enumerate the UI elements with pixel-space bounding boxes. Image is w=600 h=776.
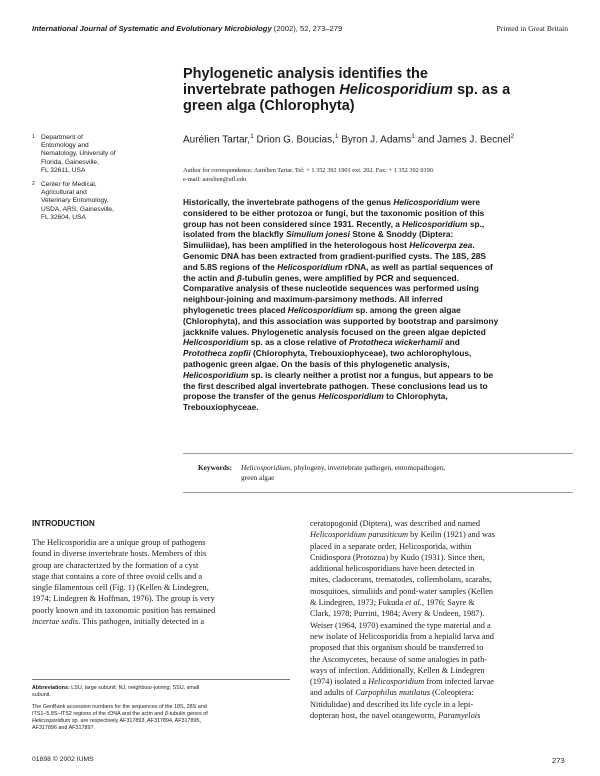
copyright-line: 01898 © 2002 IUMS xyxy=(32,756,94,763)
affiliation-1: 1 Department of Entomology and Nematology, University of Florida, Gainesville, FL 32611, USA xyxy=(32,134,116,174)
footnotes: Abbreviations: LSU, large subunit; NJ, neighbour-joining; SSU, small subunit. The GenBank accession numbers for the sequences of the 18S, 28S and ITS1–5.8S–ITS2 regions of the rDNA and the actin and β-tubulin genes of Helicosporidium sp. are respectively AF317893, AF317894, AF317895, AF317896 and AF317897. xyxy=(32,685,208,732)
journal-name: International Journal of Systematic and Evolutionary Microbiology (2002), 52, 273–279 xyxy=(32,24,343,33)
correspondence-email[interactable]: e-mail: aurelien@ufl.edu xyxy=(183,176,247,183)
body-column-right: ceratopogonid (Diptera), was described and named Helicosporidium parasiticum by Keilin (1921) and was placed in a separate order, Helicosporida, within Cnidiospora (Protozoa) by Kudo (1931). Since then, additional helicosporidians have been detected in mites, cladocerans, trematodes, collembolans, scarabs, mosquitoes, simuliids and pond-water samples (Kellen & Lindegren, 1973; Fukuda et al., 1976; Sayre & Clark, 1978; Purrini, 1984; Avery & Undeen, 1987). Weiser (1964, 1970) examined the type material and a new isolate of Helicosporidia from a hepialid larva and proposed that this organism should be transferred to the Ascomycetes, because of some analogies in path- ways of infection. Additionally, Kellen & Lindegren (1974) isolated a Helicosporidium from infected larvae and adults of Carpophilus mutilatus (Coleoptera: Nitidulidae) and described its life cycle in a lepi- dopteran host, the navel orangeworm, Paramyelois xyxy=(310,519,495,721)
running-header xyxy=(32,24,568,36)
keywords-list: Helicosporidium, phylogeny, invertebrate pathogen, entomopathogen, green algae xyxy=(241,463,446,482)
journal-volume: (2002), 52, 273–279 xyxy=(273,24,343,33)
title-line: green alga (Chlorophyta) xyxy=(183,98,355,114)
title-line: invertebrate pathogen Helicosporidium sp. as a xyxy=(183,82,511,98)
correspondence xyxy=(183,166,573,184)
keywords-label: Keywords: xyxy=(198,463,233,472)
footnote-divider xyxy=(32,679,290,680)
printed-note: Printed in Great Britain xyxy=(496,24,568,33)
affiliation-2: 2 Center for Medical, Agricultural and Veterinary Entomology, USDA, ARS, Gainesville, FL 32604, USA xyxy=(32,181,114,221)
section-heading: INTRODUCTION xyxy=(32,519,95,528)
abstract: Historically, the invertebrate pathogens of the genus Helicosporidium were considered to be either protozoa or fungi, but the taxonomic position of this group has not been considered since 1931. Recently, a Helicosporidium sp., isolated from the blackfly Simulium jonesi Stone & Snoddy (Diptera: Simuliidae), has been amplified in the heterologous host Helicoverpa zea. Genomic DNA has been extracted from gradient-purified cysts. The 18S, 28S and 5.8S regions of the Helicosporidium rDNA, as well as partial sequences of the actin and β-tubulin genes, were amplified by PCR and sequenced. Comparative analysis of these nucleotide sequences was performed using neighbour-joining and maximum-parsimony methods. All inferred phylogenetic trees placed Helicosporidium sp. among the green algae (Chlorophyta), and this association was supported by bootstrap and parsimony jackknife values. Phylogenetic analysis focused on the green algae depicted Helicosporidium sp. as a close relative of Prototheca wickerhamii and Prototheca zopfii (Chlorophyta, Trebouxiophyceae), two achlorophylous, pathogenic green algae. On the basis of this phylogenetic analysis, Helicosporidium sp. is clearly neither a protist nor a fungus, but appears to be the first described algal invertebrate pathogen. These conclusions lead us to propose the transfer of the genus Helicosporidium to Chlorophyta, Trebouxiophyceae. xyxy=(183,197,499,413)
affiliations xyxy=(32,134,167,228)
keywords-box xyxy=(183,453,573,493)
author-list: Aurélien Tartar,$^1$ Drion G. Boucias,$^1$ Byron J. Adams$^1$ and James J. Becnel$^2$ xyxy=(183,133,515,146)
page-number: 273 xyxy=(552,756,565,765)
article-title xyxy=(183,66,573,114)
title-line: Phylogenetic analysis identifies the xyxy=(183,66,428,82)
correspondence-contact: Author for correspondence: Aurélien Tartar. Tel: + 1 352 392 1901 ext. 202. Fax: + 1 352 392 0190. xyxy=(183,167,435,174)
body-column-left: The Helicosporidia are a unique group of pathogens found in diverse invertebrate hosts. Members of this group are characterized by the formation of a cyst stage that contains a core of three ovoid cells and a single filamentous cell (Fig. 1) (Kellen & Lindegren, 1974; Lindegren & Hoffman, 1976). The group is very poorly known and its taxonomic position has remained incertae sedis. This pathogen, initially detected in a xyxy=(32,538,216,627)
